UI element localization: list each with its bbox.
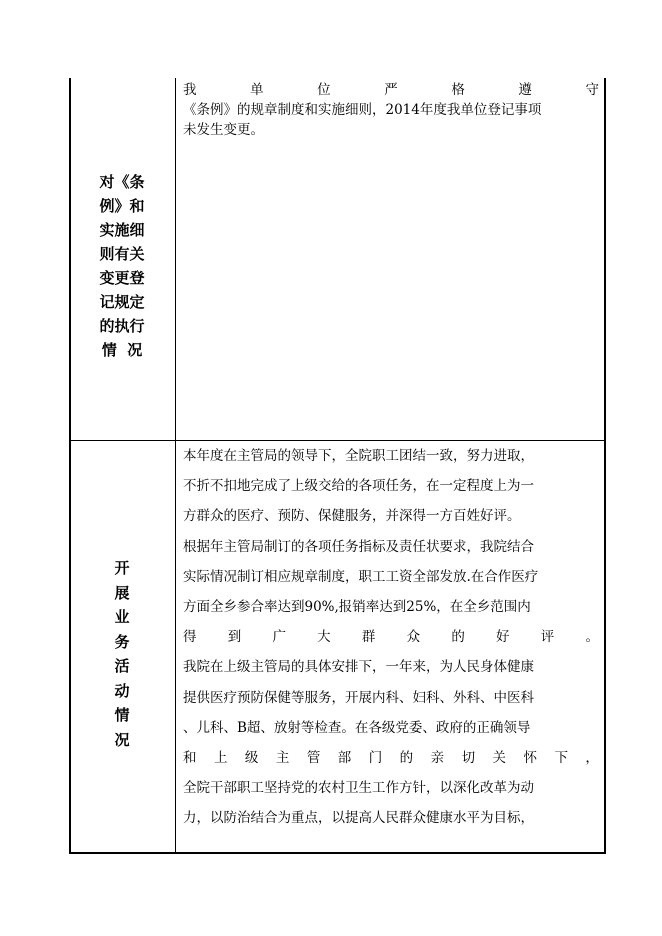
row-label-line: 动 [114, 681, 130, 700]
content-line: 方群众的医疗、预防、保健服务，并深得一方百姓好评。 [183, 508, 521, 525]
table-bottom-border [69, 852, 606, 854]
row-label-business-activities [89, 556, 155, 752]
justified-char: 上 [213, 750, 228, 767]
justified-char: ， [585, 750, 599, 767]
row-label-line: 务 [114, 632, 130, 651]
row-content-business-activities [183, 441, 599, 834]
justified-char: 下 [554, 750, 568, 767]
row-label-line: 况 [114, 730, 130, 749]
justified-char: 。 [585, 629, 599, 646]
justified-char: 广 [272, 629, 286, 646]
justified-char: 遵 [518, 82, 532, 98]
content-line: 、儿科、B超、放射等检查。在各级党委、政府的正确领导 [183, 719, 531, 736]
column-divider [175, 78, 176, 854]
justified-char: 好 [496, 629, 510, 646]
content-line: 提供医疗预防保健等服务，开展内科、妇科、外科、中医科 [183, 689, 534, 706]
justified-char: 众 [406, 629, 421, 646]
justified-char: 大 [317, 629, 331, 646]
content-line-justified [183, 743, 599, 773]
content-line: 我院在上级主管局的具体安排下，一年来，为人民身体健康 [183, 659, 534, 676]
justified-char: 门 [368, 750, 383, 767]
row-label-line: 例》和 [99, 197, 145, 215]
content-line: 本年度在主管局的领导下，全院职工团结一致，努力进取， [183, 448, 534, 464]
row-label-line: 实施细 [99, 221, 145, 239]
content-line: 《条例》的规章制度和实施细则，2014年度我单位登记事项 [183, 102, 542, 118]
content-line: 实际情况制订相应规章制度，职工工资全部发放.在合作医疗 [183, 568, 539, 585]
justified-char: 怀 [523, 750, 537, 767]
row-label-line: 变更登 [99, 269, 145, 287]
justified-char: 单 [250, 82, 264, 98]
row-label-line: 开 [114, 559, 130, 577]
justified-char: 群 [361, 629, 376, 646]
content-line: 全院干部职工坚持党的农村卫生工作方针，以深化改革为动 [183, 780, 534, 797]
table-right-border [604, 78, 606, 854]
row-label-line: 情 况 [101, 341, 143, 359]
justified-char: 的 [451, 629, 465, 646]
justified-char: 到 [227, 629, 242, 646]
justified-char: 得 [183, 629, 197, 646]
content-line: 不折不扣地完成了上级交给的各项任务，在一定程度上为一 [183, 478, 534, 495]
content-line: 力，以防治结合为重点，以提高人民群众健康水平为目标， [183, 810, 534, 827]
row-label-regulation-compliance [89, 170, 155, 362]
justified-char: 部 [337, 750, 352, 767]
justified-char: 切 [461, 750, 476, 767]
row-label-line: 记规定 [99, 293, 145, 311]
justified-char: 的 [399, 750, 414, 767]
justified-char: 级 [244, 750, 259, 767]
content-line: 根据年主管局制订的各项任务指标及责任状要求，我院结合 [183, 538, 534, 555]
report-table [69, 78, 606, 854]
justified-char: 严 [384, 82, 398, 98]
justified-char: 关 [492, 750, 507, 767]
row-label-line: 展 [114, 583, 130, 602]
row-label-line: 对《条 [99, 173, 145, 191]
justified-char: 管 [306, 750, 321, 767]
justified-char: 我 [183, 82, 197, 98]
content-line: 方面全乡参合率达到90%,报销率达到25%，在全乡范围内 [183, 599, 531, 616]
justified-char: 评 [540, 629, 555, 646]
row-label-line: 业 [114, 608, 130, 626]
content-line-justified [183, 622, 599, 652]
justified-char: 位 [317, 82, 331, 98]
table-left-border [69, 78, 71, 854]
justified-char: 主 [275, 750, 290, 767]
row-content-regulation-compliance [183, 80, 599, 140]
row-label-line: 则有关 [99, 245, 145, 263]
row-label-line: 情 [114, 706, 130, 724]
justified-char: 亲 [430, 750, 445, 767]
row-label-line: 的执行 [99, 317, 145, 335]
row-label-line: 活 [114, 657, 130, 675]
justified-char: 格 [451, 82, 465, 98]
content-line: 未发生变更。 [183, 122, 264, 138]
content-line-justified [183, 80, 599, 100]
justified-char: 守 [585, 82, 599, 98]
justified-char: 和 [183, 750, 197, 767]
